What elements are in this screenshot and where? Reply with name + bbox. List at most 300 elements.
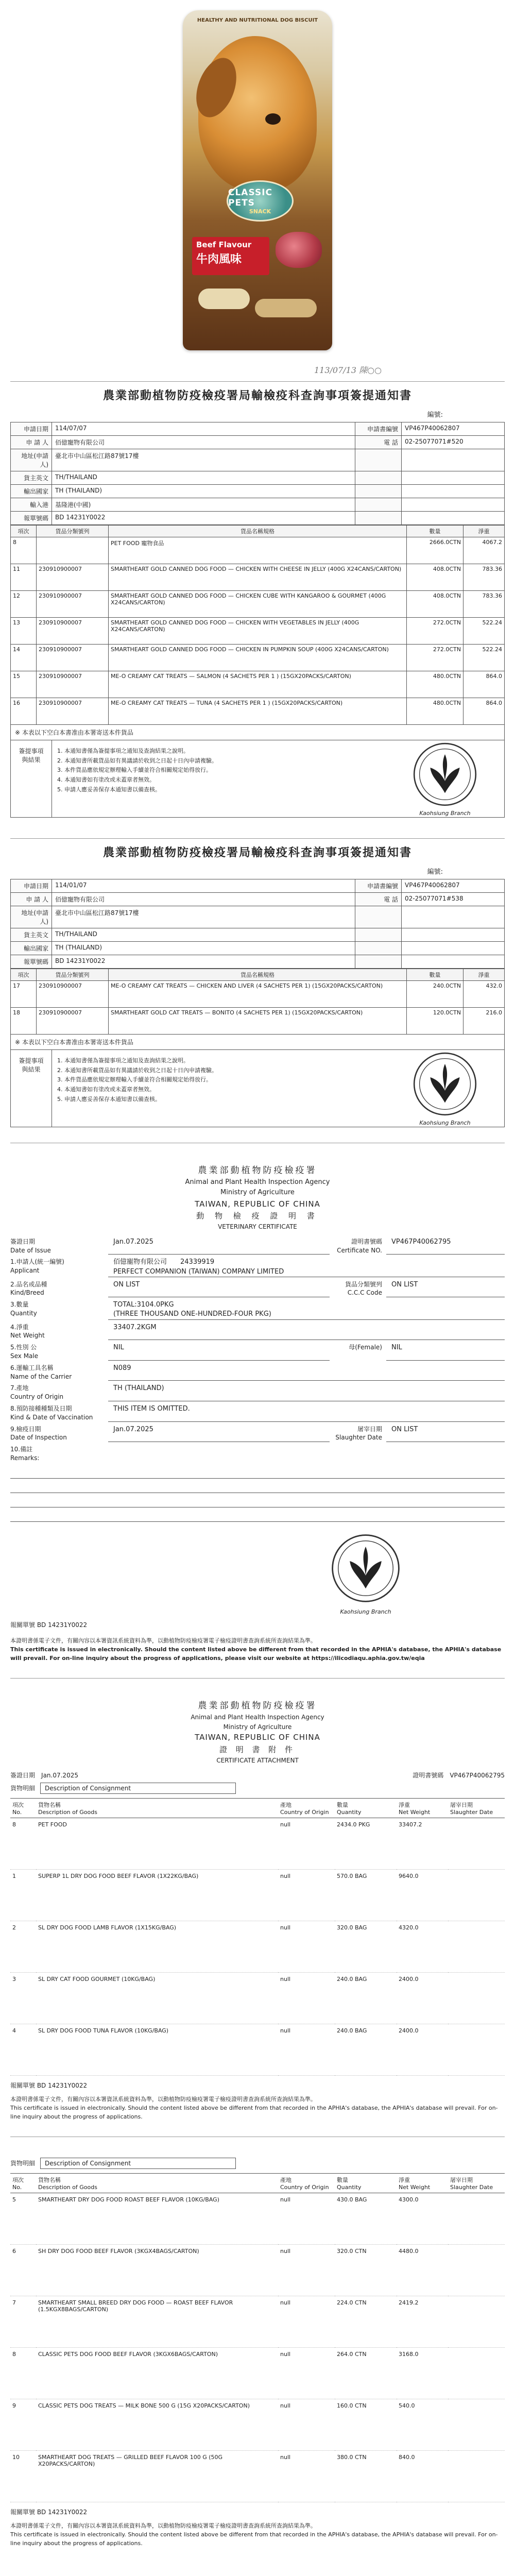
cert-field-label-zh: 4.淨重 <box>10 1323 29 1331</box>
info-row <box>11 879 505 893</box>
remarks-label <box>10 1445 108 1463</box>
notice-remarks <box>10 740 505 818</box>
cert-field-label-zh: 6.運輸工具名稱 <box>10 1364 54 1371</box>
info-right-value <box>402 955 505 969</box>
info-row <box>11 512 505 525</box>
cert-field-row <box>10 1423 505 1444</box>
brand-sub: SNACK <box>249 208 271 215</box>
items-cell-name: SMARTHEART GOLD CANNED DOG FOOD — CHICKEN IN PUMPKIN SOUP (400G X24CANS/CARTON) <box>109 645 407 671</box>
att-cell-desc: SL DRY CAT FOOD GOURMET (10KG/BAG) <box>36 1972 278 2024</box>
att-cell-desc: SH DRY DOG FOOD BEEF FLAVOR (3KGX4BAGS/CARTON) <box>36 2244 278 2296</box>
ccc-label <box>330 1280 386 1298</box>
att-cell-date <box>448 2399 505 2450</box>
cert-field-value-1: 佰億寵物有限公司 24339919 <box>113 1258 215 1266</box>
cert-field-value <box>108 1343 330 1361</box>
certificate-title-en: VETERINARY CERTIFICATE <box>218 1223 297 1231</box>
cert-number-label-zh: 證明書號碼 <box>351 1238 382 1245</box>
att-header-zh: 項次 <box>12 1801 24 1808</box>
items-header-cell: 數量 <box>407 526 464 537</box>
att-cell-origin: null <box>278 1921 335 1972</box>
att-row <box>10 2244 505 2296</box>
items-cell-qty: 2666.0CTN <box>407 537 464 564</box>
att-cell-wt: 4480.0 <box>397 2244 448 2296</box>
att-cell-wt: 2400.0 <box>397 2024 448 2075</box>
att-header-cell <box>335 1798 397 1818</box>
cert-field-label <box>10 1404 108 1422</box>
items-cell-wt: 522.24 <box>464 645 505 671</box>
items-header-row <box>11 969 505 981</box>
certificate-fields <box>10 1256 505 1444</box>
att-header-en: Slaughter Date <box>450 1808 493 1816</box>
issue-date-value: Jan.07.2025 <box>108 1238 330 1255</box>
att-cell-wt: 4300.0 <box>397 2193 448 2244</box>
cert-field-row <box>10 1362 505 1383</box>
consignment-table <box>10 2173 505 2502</box>
cert-field-label <box>10 1280 108 1298</box>
flavour-zh: 牛肉風味 <box>196 253 242 266</box>
info-row <box>11 942 505 955</box>
attachment-header <box>10 1699 505 1766</box>
info-right-value <box>402 906 505 928</box>
info-value: 臺北市中山區松江路87號17樓 <box>52 449 355 471</box>
att-row <box>10 1921 505 1972</box>
certificate-title-zh: 動 物 檢 疫 證 明 書 <box>196 1211 319 1221</box>
consignment-label: 貨物明細 <box>10 2160 36 2167</box>
info-value: TH/THAILAND <box>52 928 355 942</box>
info-right-label <box>355 512 402 525</box>
cert-field-label-en: Name of the Carrier <box>10 1372 72 1380</box>
att-row <box>10 1869 505 1921</box>
items-cell-qty: 480.0CTN <box>407 671 464 698</box>
att-cell-qty: 430.0 BAG <box>335 2193 397 2244</box>
brand-name: CLASSIC PETS <box>228 187 272 208</box>
issue-date-label <box>10 1238 108 1255</box>
ccc-label-en: C.C.C Code <box>347 1289 382 1297</box>
declaration-number: 報關單號 BD 14231Y0022 <box>10 1621 88 1629</box>
info-row <box>11 955 505 969</box>
att-cell-qty: 264.0 CTN <box>335 2347 397 2399</box>
att-cell-no: 2 <box>10 1921 36 1972</box>
notice-number-label: 編號: <box>427 411 443 419</box>
info-right-label: 電 話 <box>355 436 402 449</box>
declaration-number: 報關單號 BD 14231Y0022 <box>10 2508 88 2516</box>
cert-field-value-1: N089 <box>113 1364 131 1372</box>
att-header-en: Description of Goods <box>38 2183 97 2191</box>
info-value: TH (THAILAND) <box>52 942 355 955</box>
att-header-cell <box>10 1798 36 1818</box>
section-divider <box>10 1678 505 1679</box>
info-label: 申請日期 <box>11 422 52 436</box>
info-value: 臺北市中山區松江路87號17樓 <box>52 906 355 928</box>
cert-field-value-1: ON LIST <box>113 1280 140 1289</box>
cert-field-label-zh: 7.產地 <box>10 1384 29 1392</box>
att-header-zh: 屠宰日期 <box>450 2176 473 2183</box>
notice-title: 農業部動植物防疫檢疫署局輸檢疫科查詢事項簽提通知書 <box>102 846 412 859</box>
info-label: 申 請 人 <box>11 893 52 906</box>
cert-field-value <box>108 1323 505 1341</box>
items-cell-code: 230910900007 <box>37 671 109 698</box>
veterinary-certificate <box>10 1164 505 1663</box>
info-right-value <box>402 485 505 498</box>
att-row <box>10 2347 505 2399</box>
remark-line: 2. 本通知書所載貨品如有異議請於收到之日起十日內申請複驗。 <box>57 757 217 764</box>
disclaimer-zh: 本證明書係電子文件，有關內容以本署資訊系統資料為準，以動植物防疫檢疫署電子檢疫證明書查詢系統所查詢結果為準。 <box>10 1637 316 1644</box>
info-row <box>11 893 505 906</box>
cert-field-label <box>10 1258 108 1277</box>
attachment-disclaimer <box>10 2521 505 2548</box>
remarks-lines <box>10 1464 505 1522</box>
info-right-label <box>355 449 402 471</box>
att-cell-no: 5 <box>10 2193 36 2244</box>
att-header-en: Description of Goods <box>38 1808 97 1816</box>
items-cell-wt: 783.36 <box>464 591 505 618</box>
attachment-title-en: CERTIFICATE ATTACHMENT <box>216 1756 299 1764</box>
items-cell-wt: 4067.2 <box>464 537 505 564</box>
att-header-en: Quantity <box>337 1808 362 1816</box>
info-row <box>11 436 505 449</box>
agency-name-zh: 農業部動植物防疫檢疫署 <box>198 1700 317 1711</box>
items-cell-qty: 480.0CTN <box>407 698 464 725</box>
info-label: 報單號碼 <box>11 512 52 525</box>
att-header-row <box>10 2173 505 2193</box>
items-cell-code: 230910900007 <box>37 645 109 671</box>
info-right-value: 02-25077071#520 <box>402 436 505 449</box>
female-label: 母(Female) <box>349 1344 382 1351</box>
items-header-cell: 數量 <box>407 969 464 981</box>
items-header-row <box>11 526 505 537</box>
cert-field-value-1: Jan.07.2025 <box>113 1425 153 1433</box>
brand-badge <box>227 180 294 222</box>
cert-field-label <box>10 1364 108 1381</box>
disclaimer-zh: 本證明書係電子文件，有關內容以本署資訊系統資料為準，以動植物防疫檢疫署電子檢疫證明書查詢系統所查詢結果為準。 <box>10 2522 316 2529</box>
declaration-number: 報關單號 BD 14231Y0022 <box>10 2081 88 2089</box>
cert-field-value-1: NIL <box>113 1344 124 1352</box>
items-row <box>11 537 505 564</box>
info-value: 114/01/07 <box>52 879 355 893</box>
cert-field-label <box>10 1343 108 1361</box>
items-row <box>11 564 505 591</box>
att-cell-origin: null <box>278 1818 335 1869</box>
items-cell-wt: 783.36 <box>464 564 505 591</box>
certificate-seal <box>10 1532 402 1615</box>
info-row <box>11 498 505 512</box>
remarks-body <box>52 1050 386 1127</box>
info-label: 申 請 人 <box>11 436 52 449</box>
items-cell-name: SMARTHEART GOLD CANNED DOG FOOD — CHICKEN WITH CHEESE IN JELLY (400G X24CANS/CARTON) <box>109 564 407 591</box>
att-cell-origin: null <box>278 2347 335 2399</box>
remarks-label: 簽提事項 與結果 <box>11 1050 52 1127</box>
info-right-label: 電 話 <box>355 893 402 906</box>
items-header-cell: 貨品名稱規格 <box>109 526 407 537</box>
info-right-label <box>355 498 402 512</box>
info-right-value <box>402 498 505 512</box>
att-cell-desc: SMARTHEART DRY DOG FOOD ROAST BEEF FLAVOR (10KG/BAG) <box>36 2193 278 2244</box>
att-header-cell <box>397 1798 448 1818</box>
seal-text: Kaohsiung Branch <box>419 810 471 817</box>
info-label: 貨主英文 <box>11 928 52 942</box>
att-header-cell <box>10 2173 36 2193</box>
att-cell-no: 7 <box>10 2296 36 2347</box>
att-cell-date <box>448 2024 505 2075</box>
cert-field-label-en: Applicant <box>10 1267 40 1275</box>
items-row <box>11 591 505 618</box>
cert-field-row <box>10 1299 505 1321</box>
info-value: 114/07/07 <box>52 422 355 436</box>
slaughter-label-zh: 屠宰日期 <box>357 1425 382 1433</box>
notice-remarks <box>10 1050 505 1127</box>
slaughter-value: ON LIST <box>386 1425 505 1443</box>
att-cell-origin: null <box>278 1972 335 2024</box>
items-header-cell: 貨品名稱規格 <box>109 969 407 981</box>
items-cell-code: 230910900007 <box>37 564 109 591</box>
items-cell-code: 230910900007 <box>37 981 109 1008</box>
cert-field-value <box>108 1404 505 1422</box>
att-header-cell <box>397 2173 448 2193</box>
att-cell-no: 4 <box>10 2024 36 2075</box>
items-cell-name: SMARTHEART GOLD CANNED DOG FOOD — CHICKEN WITH VEGETABLES IN JELLY (400G X24CANS/CARTON) <box>109 618 407 645</box>
att-cell-qty: 240.0 BAG <box>335 1972 397 2024</box>
consignment-header <box>10 2158 505 2169</box>
cert-field-value-2: PERFECT COMPANION (TAIWAN) COMPANY LIMITED <box>113 1267 284 1276</box>
cert-field-value <box>108 1384 505 1401</box>
items-row <box>11 698 505 725</box>
att-cell-origin: null <box>278 2450 335 2502</box>
cert-field-row <box>10 1382 505 1403</box>
items-header-cell: 淨重 <box>464 526 505 537</box>
att-header-zh: 淨重 <box>399 1801 410 1808</box>
items-row <box>11 618 505 645</box>
att-row <box>10 2450 505 2502</box>
notice-items-table <box>10 525 505 725</box>
att-header-en: No. <box>12 1808 22 1816</box>
items-cell-name: ME-O CREAMY CAT TREATS — TUNA (4 SACHETS PER 1 ) (15GX20PACKS/CARTON) <box>109 698 407 725</box>
att-cell-desc: SL DRY DOG FOOD TUNA FLAVOR (10KG/BAG) <box>36 2024 278 2075</box>
items-cell-name: SMARTHEART GOLD CAT TREATS — BONITO (4 SACHETS PER 1) (15GX20PACKS/CARTON) <box>109 1008 407 1035</box>
att-cell-wt: 2400.0 <box>397 1972 448 2024</box>
dog-nose <box>265 113 281 125</box>
country-name: TAIWAN, REPUBLIC OF CHINA <box>195 1199 320 1209</box>
cert-field-label-zh: 3.數量 <box>10 1301 29 1309</box>
att-header-cell <box>278 1798 335 1818</box>
items-cell-no: 11 <box>11 564 37 591</box>
info-value: 基隆港(中國) <box>52 498 355 512</box>
items-header-cell: 貨品分類號列 <box>37 969 109 981</box>
info-right-value: VP467P40062807 <box>402 422 505 436</box>
remark-line: 1. 本通知書僅為簽提事項之通知及查詢結果之說明。 <box>57 1057 189 1064</box>
cert-field-value <box>108 1425 330 1443</box>
cert-no-label: 證明書號碼 <box>413 1771 444 1779</box>
cert-field-label-zh: 5.性別 公 <box>10 1344 37 1351</box>
attachment-cert-no <box>413 1771 505 1780</box>
att-cell-date <box>448 2296 505 2347</box>
info-right-value <box>402 449 505 471</box>
notice-number-label: 編號: <box>427 868 443 876</box>
info-value: TH/THAILAND <box>52 471 355 485</box>
att-row <box>10 2399 505 2450</box>
certificate-attachment-2 <box>10 2158 505 2548</box>
remark-line: 4. 本通知書如有塗改或未蓋章者無效。 <box>57 776 155 784</box>
cert-field-label-zh: 2.品名或品種 <box>10 1280 47 1288</box>
att-header-cell <box>36 1798 278 1818</box>
cert-field-value <box>108 1300 505 1319</box>
items-cell-no: 16 <box>11 698 37 725</box>
issue-date-row <box>10 1236 505 1257</box>
items-header-cell: 淨重 <box>464 969 505 981</box>
att-row <box>10 2024 505 2075</box>
info-right-label <box>355 906 402 928</box>
remark-line: 1. 本通知書僅為簽提事項之通知及查詢結果之說明。 <box>57 748 189 754</box>
seal-text: Kaohsiung Branch <box>419 1120 471 1126</box>
cert-field-label-en: Net Weight <box>10 1332 45 1340</box>
att-cell-date <box>448 2450 505 2502</box>
agency-name-zh: 農業部動植物防疫檢疫署 <box>198 1165 317 1176</box>
att-cell-desc: SUPERP 1L DRY DOG FOOD BEEF FLAVOR (1X22KG/BAG) <box>36 1869 278 1921</box>
agency-name-en: Animal and Plant Health Inspection Agency <box>191 1714 324 1721</box>
items-row <box>11 671 505 698</box>
cert-field-value-1: 33407.2KGM <box>113 1323 157 1331</box>
remark-line: 4. 本通知書如有塗改或未蓋章者無效。 <box>57 1086 155 1093</box>
seal-text: Kaohsiung Branch <box>340 1608 391 1615</box>
notice-items-table <box>10 969 505 1035</box>
info-right-label <box>355 955 402 969</box>
info-label: 地址(申請人) <box>11 906 52 928</box>
cert-field-row <box>10 1342 505 1362</box>
info-label: 輸出國家 <box>11 485 52 498</box>
consignment-title: Description of Consignment <box>40 2158 236 2169</box>
items-cell-code: 230910900007 <box>37 698 109 725</box>
notice-title: 農業部動植物防疫檢疫署局輸檢疫科查詢事項簽提通知書 <box>102 389 412 402</box>
att-cell-origin: null <box>278 2193 335 2244</box>
notice-info-table <box>10 422 505 525</box>
att-header-zh: 屠宰日期 <box>450 1801 473 1808</box>
ministry-name: Ministry of Agriculture <box>220 1189 295 1197</box>
flavour-en: Beef Flavour <box>196 240 252 249</box>
attachment-meta <box>10 1771 505 1780</box>
items-cell-wt: 522.24 <box>464 618 505 645</box>
att-header-en: Net Weight <box>399 2183 431 2191</box>
items-cell-no: 13 <box>11 618 37 645</box>
info-label: 申請日期 <box>11 879 52 893</box>
consignment-title: Description of Consignment <box>40 1783 236 1794</box>
att-cell-qty: 240.0 BAG <box>335 2024 397 2075</box>
att-cell-date <box>448 1921 505 1972</box>
cert-field-row <box>10 1279 505 1299</box>
cert-field-label-en: Country of Origin <box>10 1393 64 1401</box>
product-bag <box>183 10 332 350</box>
items-cell-wt: 864.0 <box>464 698 505 725</box>
disclaimer-en: This certificate is issued in electronically. Should the content listed above be different from that recorded in the APHIA's database, the APHIA's database will prevail. For on-line inquiry about the progress of applications. <box>10 2531 498 2547</box>
issue-date-label-zh: 簽證日期 <box>10 1238 36 1245</box>
att-cell-qty: 380.0 CTN <box>335 2450 397 2502</box>
items-cell-no: 14 <box>11 645 37 671</box>
beef-illustration <box>276 232 322 268</box>
att-header-en: No. <box>12 2183 22 2191</box>
items-cell-no: 17 <box>11 981 37 1008</box>
att-cell-desc: SL DRY DOG FOOD LAMB FLAVOR (1X15KG/BAG) <box>36 1921 278 1972</box>
cert-field-label <box>10 1323 108 1341</box>
date-label: 簽證日期 <box>10 1771 36 1779</box>
att-header-cell <box>448 2173 505 2193</box>
att-cell-qty: 160.0 CTN <box>335 2399 397 2450</box>
cert-field-label-en: Kind & Date of Vaccination <box>10 1413 93 1421</box>
handwritten-note: 113/07/13 陳○○ <box>314 365 382 375</box>
att-header-zh: 貨物名稱 <box>38 2176 61 2183</box>
info-row <box>11 928 505 942</box>
items-cell-no: 8 <box>11 537 37 564</box>
items-cell-name: ME-O CREAMY CAT TREATS — CHICKEN AND LIVER (4 SACHETS PER 1) (15GX20PACKS/CARTON) <box>109 981 407 1008</box>
info-value: TH (THAILAND) <box>52 485 355 498</box>
agency-seal <box>386 1050 504 1127</box>
att-header-row <box>10 1798 505 1818</box>
info-right-label <box>355 942 402 955</box>
attachment-date <box>10 1771 78 1780</box>
att-header-en: Slaughter Date <box>450 2183 493 2191</box>
items-row <box>11 981 505 1008</box>
customs-declaration-line <box>10 1620 505 1629</box>
cert-no-value: VP467P40062795 <box>450 1771 505 1779</box>
att-cell-no: 8 <box>10 1818 36 1869</box>
seal-icon <box>411 1050 478 1117</box>
cert-field-value-1: TH (THAILAND) <box>113 1384 164 1393</box>
att-header-en: Quantity <box>337 2183 362 2191</box>
att-cell-no: 6 <box>10 2244 36 2296</box>
items-header-cell: 項次 <box>11 526 37 537</box>
att-cell-desc: CLASSIC PETS DOG FOOD BEEF FLAVOR (3KGX6BAGS/CARTON) <box>36 2347 278 2399</box>
att-cell-no: 8 <box>10 2347 36 2399</box>
consignment-table <box>10 1798 505 2076</box>
att-cell-wt: 3168.0 <box>397 2347 448 2399</box>
info-right-value: 02-25077071#538 <box>402 893 505 906</box>
remarks-label-zh: 10.備註 <box>10 1446 33 1453</box>
items-cell-qty: 120.0CTN <box>407 1008 464 1035</box>
cert-field-label-en: Sex Male <box>10 1352 39 1360</box>
att-cell-no: 10 <box>10 2450 36 2502</box>
consignment-label: 貨物明細 <box>10 1785 36 1792</box>
att-header-zh: 產地 <box>280 1801 291 1808</box>
items-cell-wt: 864.0 <box>464 671 505 698</box>
att-cell-desc: CLASSIC PETS DOG TREATS — MILK BONE 500 G (15G X20PACKS/CARTON) <box>36 2399 278 2450</box>
att-cell-wt: 540.0 <box>397 2399 448 2450</box>
att-cell-origin: null <box>278 2296 335 2347</box>
info-right-label: 申請書編號 <box>355 422 402 436</box>
items-cell-qty: 408.0CTN <box>407 564 464 591</box>
cert-number-label-en: Certificate NO. <box>337 1246 382 1254</box>
remarks-label: 簽提事項 與結果 <box>11 740 52 817</box>
info-label: 輸出國家 <box>11 942 52 955</box>
biscuit-illustration <box>198 289 250 309</box>
att-cell-wt: 4320.0 <box>397 1921 448 1972</box>
cert-field-label-zh: 9.檢疫日期 <box>10 1425 41 1433</box>
att-cell-date <box>448 2244 505 2296</box>
items-cell-wt: 216.0 <box>464 1008 505 1035</box>
att-header-en: Country of Origin <box>280 2183 329 2191</box>
date-value: Jan.07.2025 <box>41 1771 78 1779</box>
cert-field-label <box>10 1384 108 1401</box>
att-row <box>10 2193 505 2244</box>
items-cell-name: ME-O CREAMY CAT TREATS — SALMON (4 SACHETS PER 1 ) (15GX20PACKS/CARTON) <box>109 671 407 698</box>
cert-field-label <box>10 1300 108 1319</box>
att-cell-date <box>448 2193 505 2244</box>
info-label: 地址(申請人) <box>11 449 52 471</box>
ministry-name: Ministry of Agriculture <box>223 1723 292 1731</box>
cert-field-label-en: Date of Inspection <box>10 1434 67 1442</box>
att-cell-qty: 320.0 BAG <box>335 1921 397 1972</box>
agency-seal <box>386 740 504 817</box>
att-cell-no: 3 <box>10 1972 36 2024</box>
info-right-value <box>402 928 505 942</box>
cert-field-value-1: THIS ITEM IS OMITTED. <box>113 1405 190 1413</box>
seal-icon <box>330 1532 402 1604</box>
